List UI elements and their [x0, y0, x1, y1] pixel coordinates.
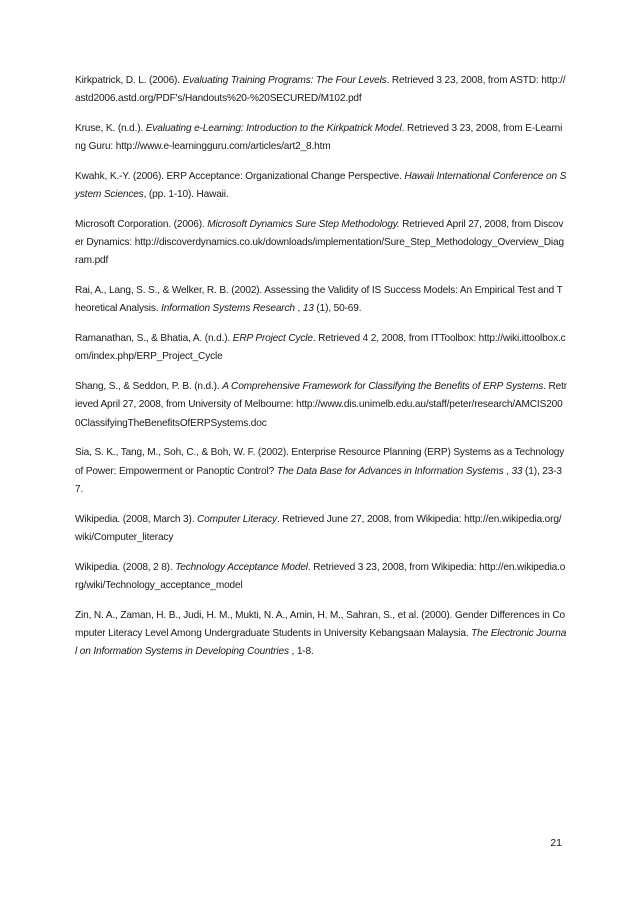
reference-italic-text: 13 — [302, 303, 314, 315]
reference-text: Sia, S. K., Tang, M., Soh, C., & Boh, W. F. (2002). Enterprise Resource Planning (ERP) Systems as a Technology of Power: Empowerment or Panoptic Control? — [75, 447, 565, 477]
reference-text: . Retrieved 3 23, 2008, from ASTD: http://astd2006.astd.org/PDF's/Handouts%20-%20SECURED/M102.pdf — [75, 75, 566, 105]
reference-text: . Retrieved June 27, 2008, from Wikipedia: http://en.wikipedia.org/wiki/Computer_literacy — [75, 513, 562, 543]
reference-entry — [75, 444, 567, 499]
reference-text: Microsoft Corporation. (2006). — [75, 219, 208, 230]
reference-text: . Retrieved 3 23, 2008, from Wikipedia: http://en.wikipedia.org/wiki/Technology_acceptance_model — [75, 561, 566, 591]
reference-italic-text: Technology Acceptance Model — [175, 561, 308, 573]
reference-entry — [75, 168, 567, 204]
reference-text: Rai, A., Lang, S. S., & Welker, R. B. (2002). Assessing the Validity of IS Success Models: An Empirical Test and Theoretical Analysis. — [75, 285, 563, 315]
reference-text: . Retrieved 4 2, 2008, from ITToolbox: http://wiki.ittoolbox.com/index.php/ERP_Project_Cycle — [75, 333, 566, 363]
reference-italic-text: Microsoft Dynamics Sure Step Methodology. — [207, 219, 400, 230]
reference-italic-text: 33 — [511, 465, 523, 477]
reference-entry — [75, 120, 567, 156]
reference-text: Retrieved April 27, 2008, from Discover Dynamics: http://discoverdynamics.co.uk/downloads/implementation/Sure_Step_Methodology_Overview_Diagram.pdf — [75, 219, 564, 267]
reference-text: Shang, S., & Seddon, P. B. (n.d.). — [75, 381, 223, 393]
reference-text: Ramanathan, S., & Bhatia, A. (n.d.). — [75, 333, 233, 345]
reference-entry — [75, 378, 567, 433]
reference-entry — [75, 216, 567, 271]
reference-entry — [75, 330, 567, 366]
reference-text: , — [503, 465, 512, 477]
reference-italic-text: The Data Base for Advances in Information Systems — [276, 465, 504, 477]
reference-text: , — [294, 303, 303, 315]
page-number: 21 — [550, 837, 562, 849]
reference-text: Kwahk, K.-Y. (2006). ERP Acceptance: Organizational Change Perspective. — [75, 171, 405, 182]
reference-italic-text: Information Systems Research — [161, 303, 295, 315]
reference-text: . Retrieved 3 23, 2008, from E-Learning Guru: http://www.e-learningguru.com/articles/art2_8.htm — [75, 123, 563, 153]
reference-text: . Retrieved April 27, 2008, from University of Melbourne: http://www.dis.unimelb.edu.au/staff/peter/research/AMCIS2000ClassifyingTheBenefitsOfERPSystems.doc — [75, 381, 567, 429]
reference-italic-text: Hawaii International Conference on System Sciences — [75, 171, 567, 201]
reference-italic-text: Evaluating e-Learning: Introduction to the Kirkpatrick Model — [145, 123, 402, 134]
reference-text: (1), 23-37. — [75, 465, 562, 495]
reference-list — [75, 72, 567, 673]
reference-text: Kirkpatrick, D. L. (2006). — [75, 75, 183, 86]
reference-text: Wikipedia. (2008, March 3). — [75, 513, 198, 525]
reference-italic-text: A Comprehensive Framework for Classifying the Benefits of ERP Systems — [222, 381, 544, 393]
reference-italic-text: ERP Project Cycle — [232, 333, 313, 345]
reference-text: Wikipedia. (2008, 2 8). — [75, 561, 176, 573]
reference-entry — [75, 282, 567, 318]
reference-italic-text: The Electronic Journal on Information Systems in Developing Countries — [75, 627, 567, 658]
reference-entry — [75, 511, 567, 547]
reference-italic-text: Evaluating Training Programs: The Four Levels — [182, 75, 387, 86]
reference-text: , (pp. 1-10). Hawaii. — [143, 189, 229, 201]
reference-text: , 1-8. — [288, 646, 314, 658]
reference-text: Zin, N. A., Zaman, H. B., Judi, H. M., Mukti, N. A., Amin, H. M., Sahran, S., et al. (2000). Gender Differences in Computer Literacy Level Among Undergraduate Students in University Kebangsaan Malaysia. — [75, 609, 565, 639]
reference-entry — [75, 559, 567, 595]
reference-italic-text: Computer Literacy — [197, 513, 277, 525]
reference-entry — [75, 72, 567, 108]
reference-text: Kruse, K. (n.d.). — [75, 123, 146, 134]
reference-text: (1), 50-69. — [313, 303, 362, 315]
reference-entry — [75, 607, 567, 662]
